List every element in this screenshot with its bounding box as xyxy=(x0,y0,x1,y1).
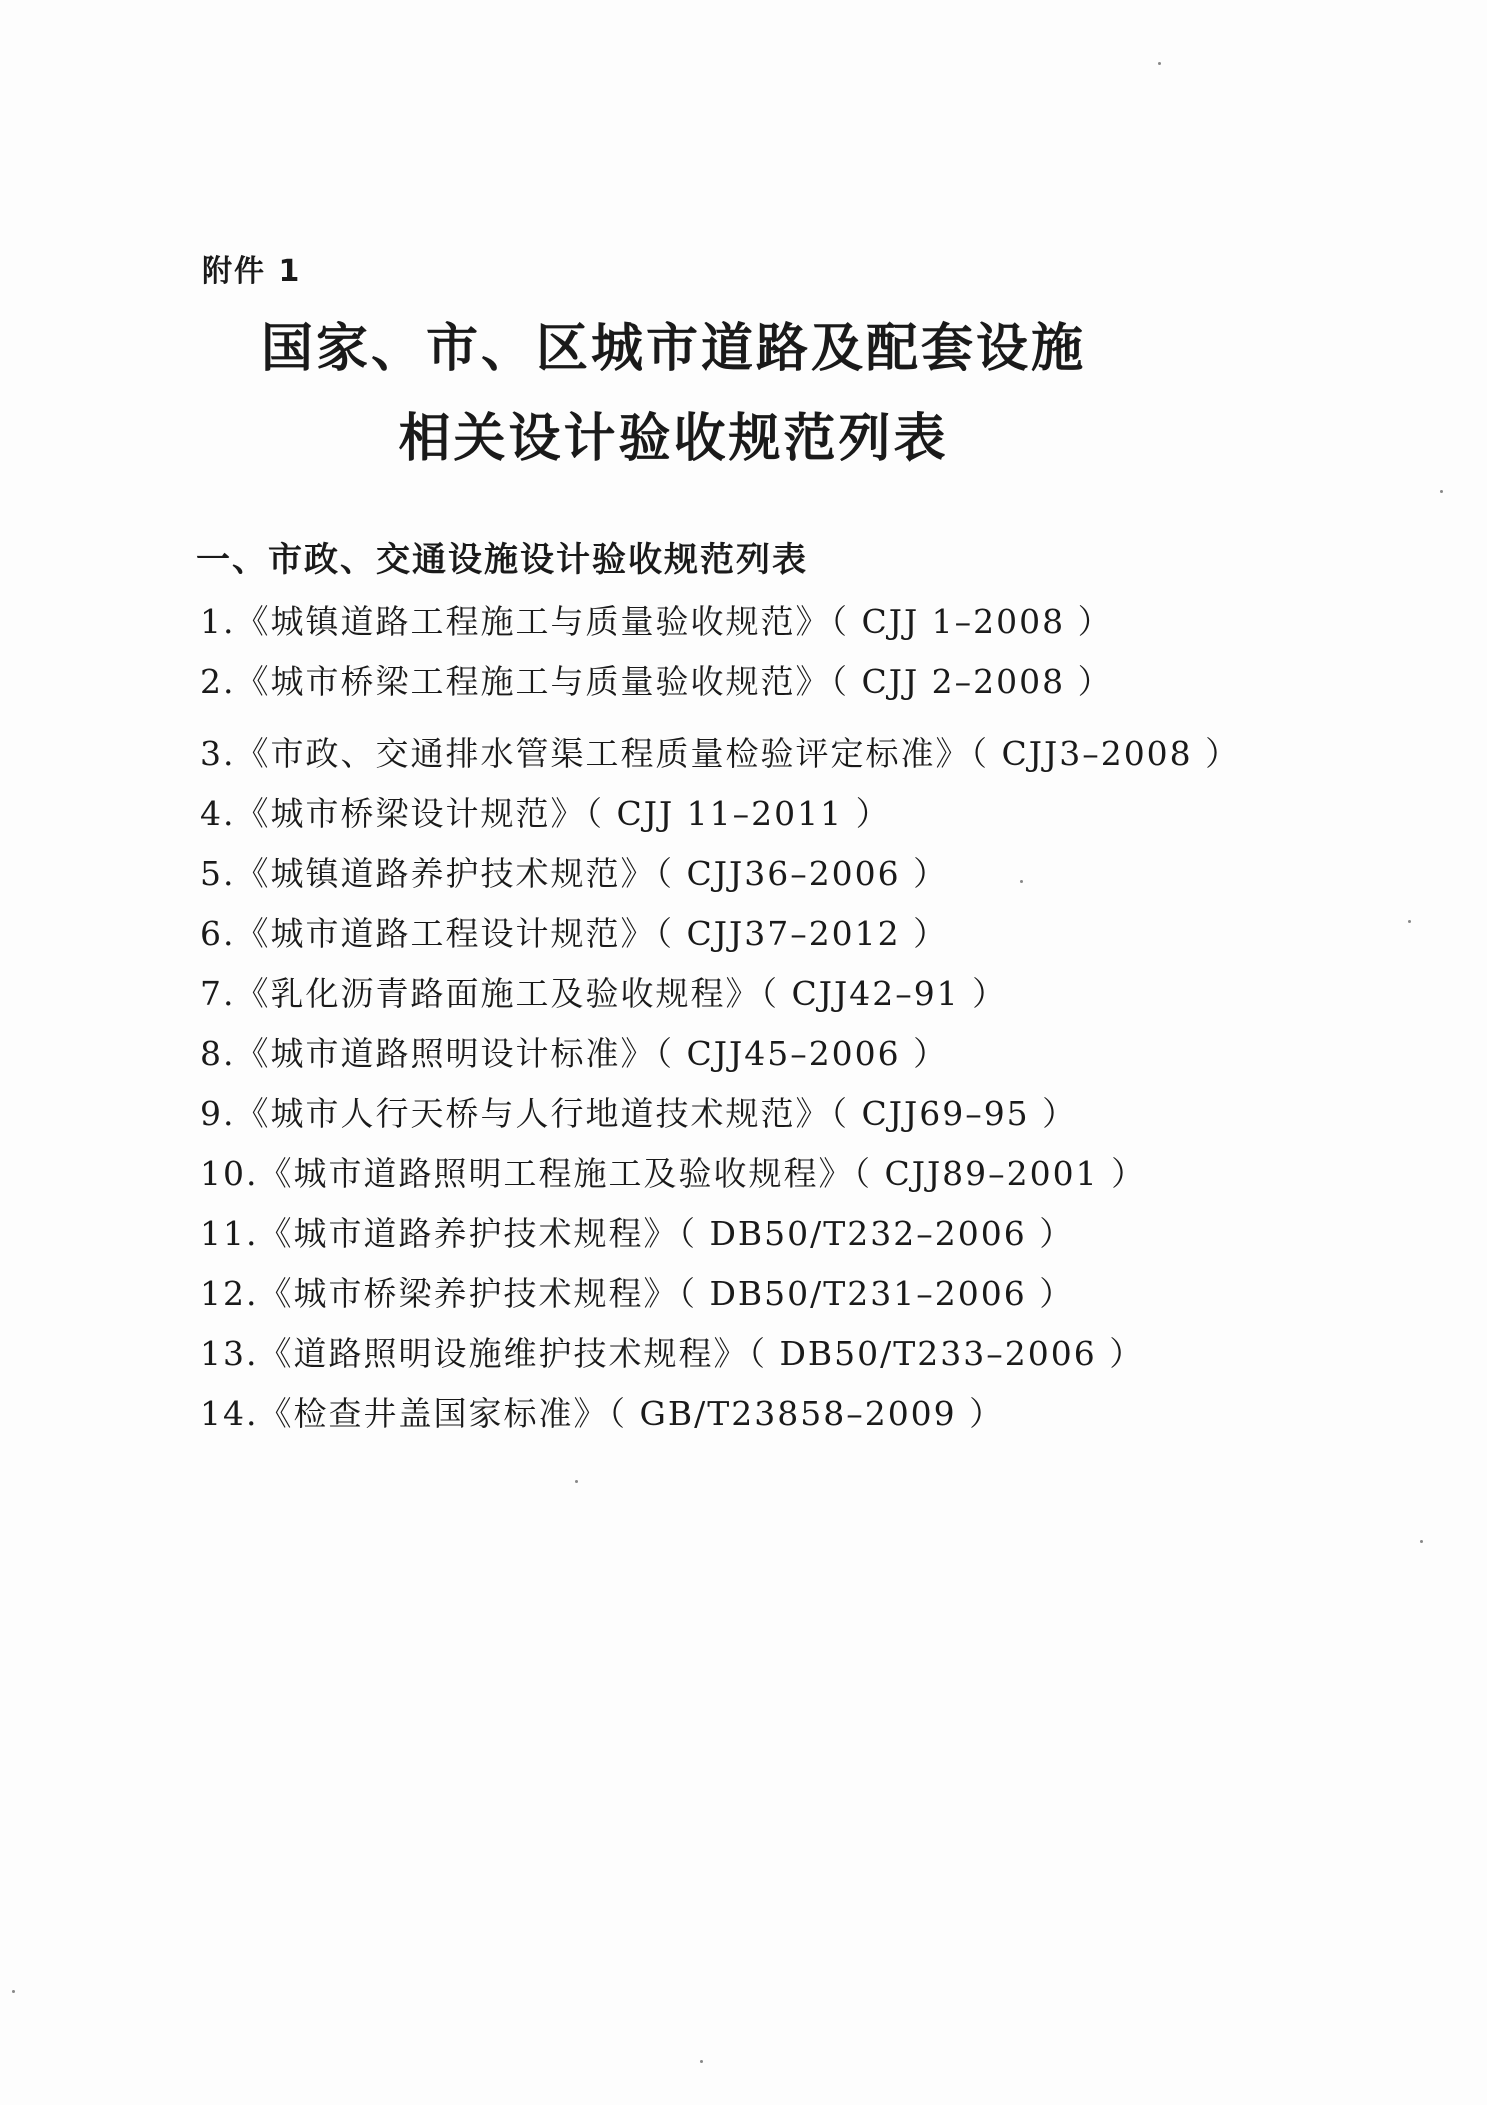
item-number: 6. xyxy=(200,914,236,953)
item-number: 10. xyxy=(200,1154,259,1193)
list-item xyxy=(200,1204,1240,1264)
item-text: 《城镇道路工程施工与质量验收规范》（ CJJ 1–2008 ） xyxy=(235,602,1113,641)
section-heading: 一、市政、交通设施设计验收规范列表 xyxy=(196,540,808,580)
list-item xyxy=(200,592,1240,652)
standards-list xyxy=(200,592,1240,1444)
list-item xyxy=(200,1264,1240,1324)
item-text: 《市政、交通排水管渠工程质量检验评定标准》（ CJJ3–2008 ） xyxy=(235,734,1241,773)
item-text: 《城市桥梁养护技术规程》（ DB50/T231–2006 ） xyxy=(258,1274,1075,1313)
scan-speck xyxy=(1440,490,1443,493)
scan-speck xyxy=(12,1990,15,1993)
item-number: 1. xyxy=(200,602,236,641)
scan-speck xyxy=(700,2060,703,2063)
item-text: 《城市桥梁设计规范》（ CJJ 11–2011 ） xyxy=(235,794,891,833)
item-number: 13. xyxy=(200,1334,259,1373)
item-number: 9. xyxy=(200,1094,236,1133)
item-text: 《城市道路工程设计规范》（ CJJ37–2012 ） xyxy=(235,914,949,953)
list-item xyxy=(200,844,1240,904)
item-text: 《道路照明设施维护技术规程》（ DB50/T233–2006 ） xyxy=(258,1334,1145,1373)
scan-speck xyxy=(575,1480,578,1483)
scan-speck xyxy=(1420,1540,1423,1543)
list-item xyxy=(200,1324,1240,1384)
item-number: 4. xyxy=(200,794,236,833)
list-item xyxy=(200,1024,1240,1084)
item-text: 《乳化沥青路面施工及验收规程》（ CJJ42–91 ） xyxy=(235,974,1008,1013)
list-item xyxy=(200,1084,1240,1144)
list-item xyxy=(200,1144,1240,1204)
list-item xyxy=(200,904,1240,964)
item-text: 《城镇道路养护技术规范》（ CJJ36–2006 ） xyxy=(235,854,949,893)
scan-speck xyxy=(1408,920,1411,923)
item-number: 3. xyxy=(200,734,236,773)
item-text: 《检查井盖国家标准》（ GB/T23858–2009 ） xyxy=(258,1394,1005,1433)
item-number: 14. xyxy=(200,1394,259,1433)
document-title-line1: 国家、市、区城市道路及配套设施 xyxy=(260,318,1086,379)
attachment-label: 附件 1 xyxy=(202,254,302,289)
list-item xyxy=(200,1384,1240,1444)
item-number: 7. xyxy=(200,974,236,1013)
item-number: 8. xyxy=(200,1034,236,1073)
scan-speck xyxy=(1020,880,1023,883)
item-number: 5. xyxy=(200,854,236,893)
item-number: 11. xyxy=(200,1214,259,1253)
item-number: 12. xyxy=(200,1274,259,1313)
item-number: 2. xyxy=(200,662,236,701)
document-title-line2: 相关设计验收规范列表 xyxy=(398,408,949,469)
scan-speck xyxy=(1158,62,1161,65)
item-text: 《城市道路养护技术规程》（ DB50/T232–2006 ） xyxy=(258,1214,1075,1253)
item-text: 《城市桥梁工程施工与质量验收规范》（ CJJ 2–2008 ） xyxy=(235,662,1113,701)
item-text: 《城市道路照明工程施工及验收规程》（ CJJ89–2001 ） xyxy=(258,1154,1147,1193)
list-item xyxy=(200,964,1240,1024)
list-item xyxy=(200,724,1240,784)
list-item xyxy=(200,652,1240,712)
item-text: 《城市人行天桥与人行地道技术规范》（ CJJ69–95 ） xyxy=(235,1094,1078,1133)
item-text: 《城市道路照明设计标准》（ CJJ45–2006 ） xyxy=(235,1034,949,1073)
list-item xyxy=(200,784,1240,844)
